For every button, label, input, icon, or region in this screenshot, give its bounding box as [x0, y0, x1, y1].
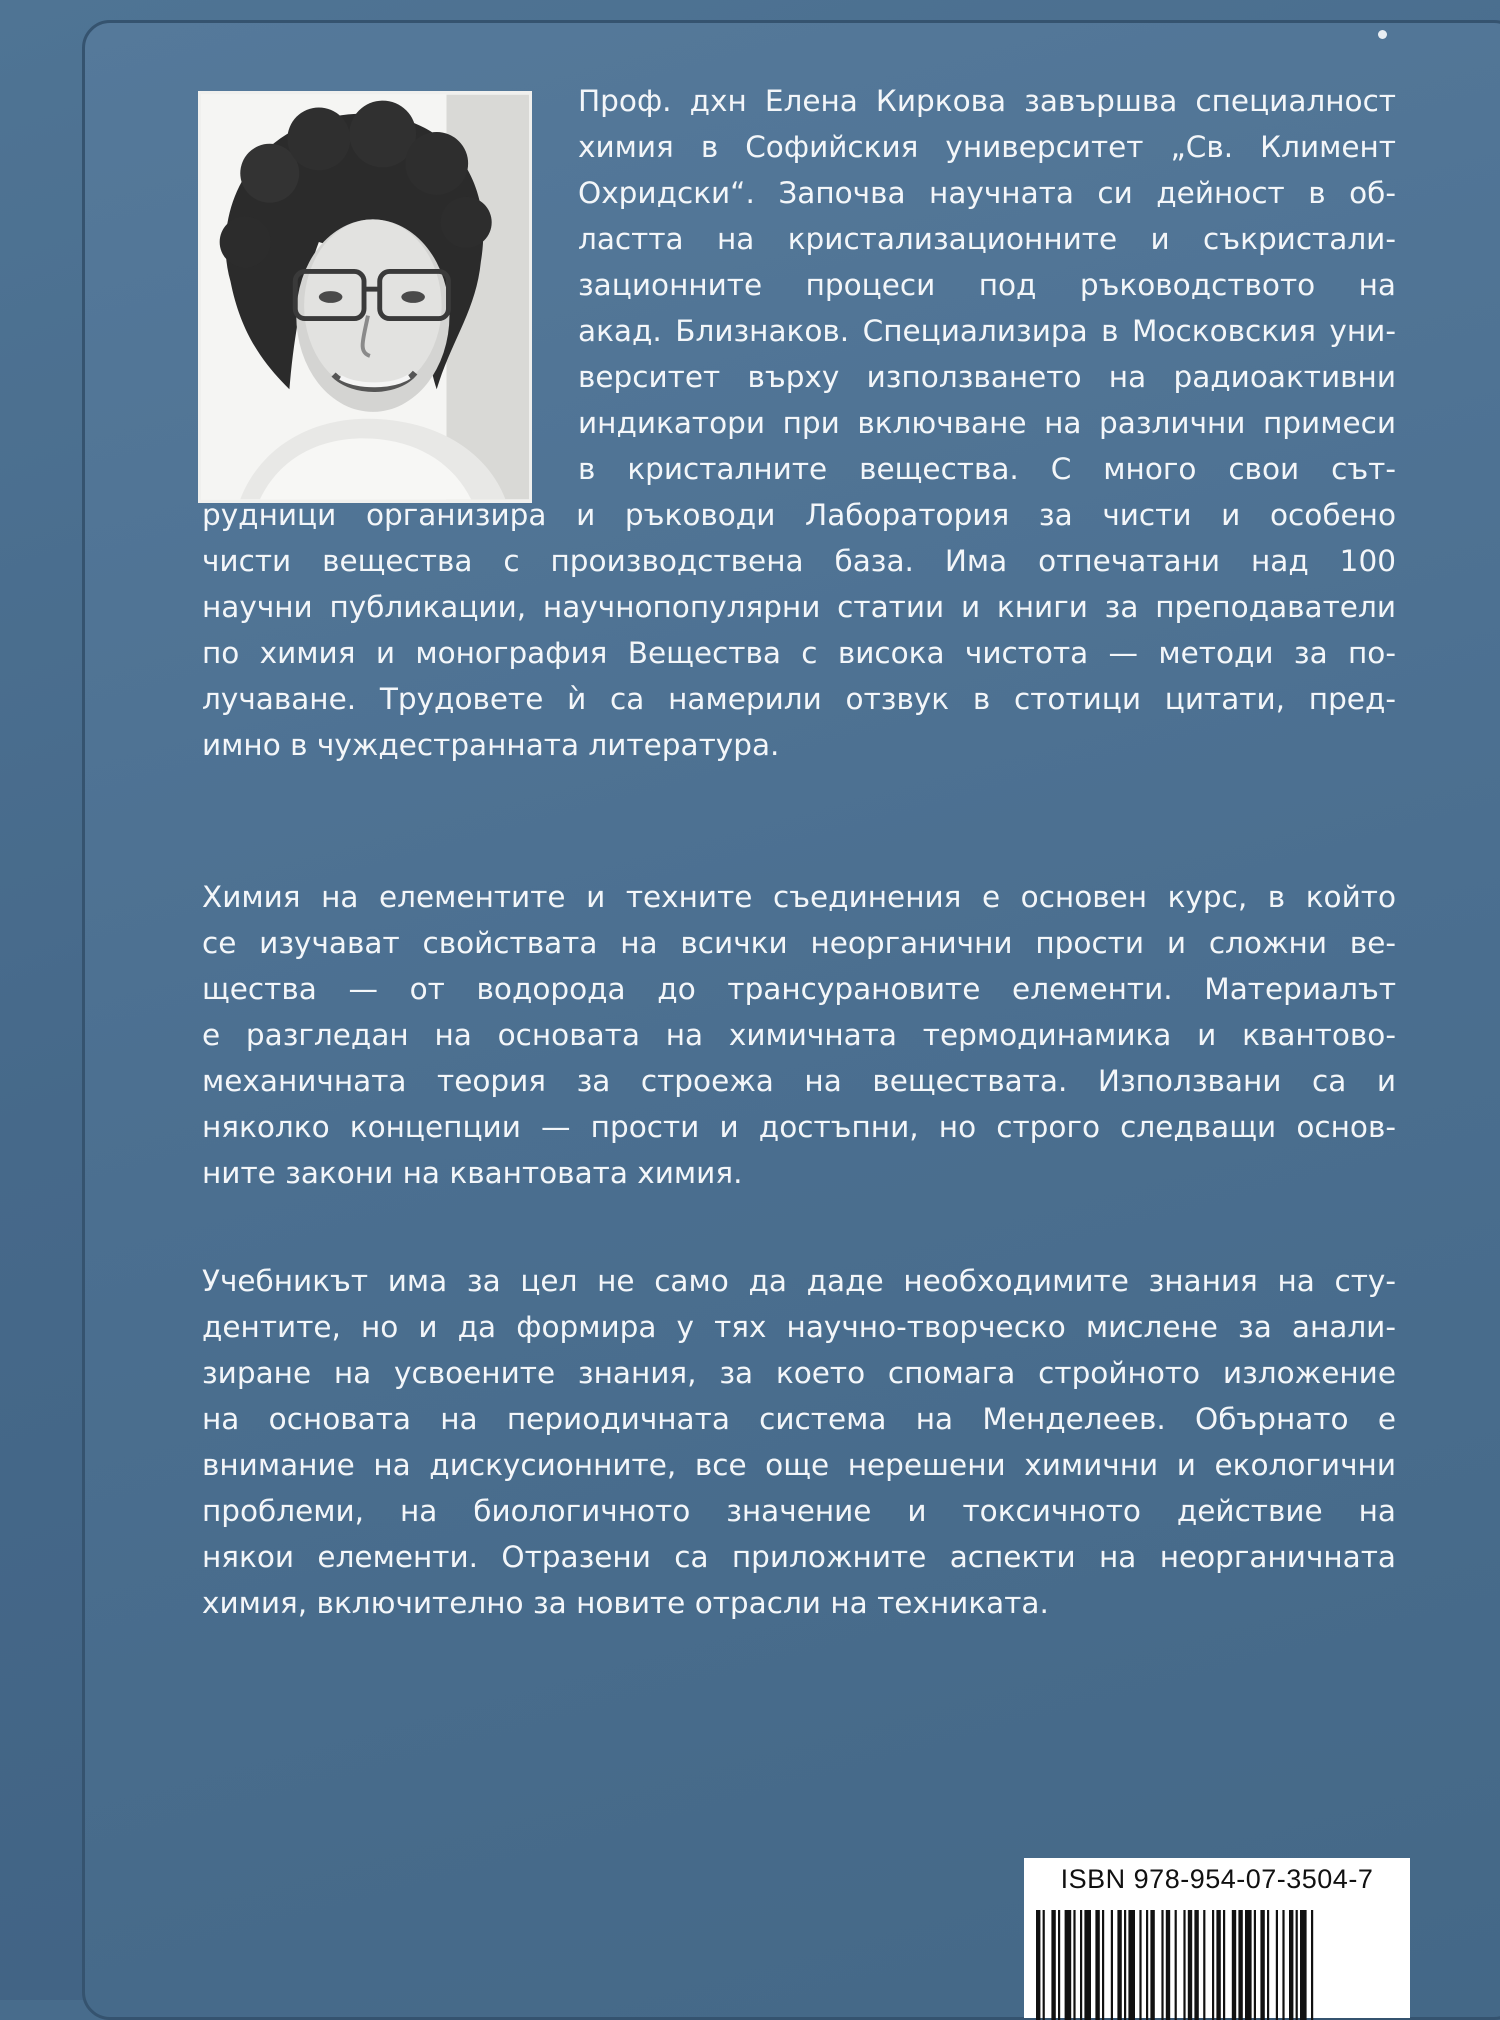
barcode-bar	[1203, 1910, 1205, 2020]
description-line: е разгледан на основата на химичната термодинамика и квантово-	[202, 1018, 1396, 1052]
barcode-bar	[1260, 1910, 1264, 2020]
barcode-bar	[1254, 1910, 1256, 2020]
barcode-label	[1024, 1858, 1410, 2018]
description-line: се изучават свойствата на всички неорганични прости и сложни ве-	[202, 926, 1396, 960]
barcode-bar	[1065, 1910, 1072, 2020]
barcode-icon	[1036, 1910, 1398, 2020]
barcode-bar	[1058, 1910, 1060, 2020]
bio-line: зационните процеси под ръководството на	[578, 268, 1396, 302]
author-portrait-photo	[198, 91, 532, 503]
bio-line: рудници организира и ръководи Лаборатория за чисти и особено	[202, 498, 1396, 532]
barcode-bar	[1212, 1910, 1214, 2020]
barcode-bar	[1232, 1910, 1236, 2020]
course-description	[202, 874, 1396, 1196]
barcode-bar	[1150, 1910, 1154, 2020]
barcode-bar	[1111, 1910, 1113, 2020]
barcode-bar	[1300, 1910, 1307, 2020]
bio-line: Охридски“. Започва научната си дейност в об-	[578, 176, 1396, 210]
barcode-bar	[1175, 1910, 1177, 2020]
description-line: Химия на елементите и техните съединения е основен курс, в който	[202, 880, 1396, 914]
barcode-bar	[1282, 1910, 1284, 2020]
barcode-bar	[1245, 1910, 1252, 2020]
barcode-bar	[1276, 1910, 1278, 2020]
barcode-bar	[1188, 1910, 1192, 2020]
barcode-bar	[1161, 1910, 1163, 2020]
barcode-bar	[1128, 1910, 1135, 2020]
goals-line: някои елементи. Отразени са приложните аспекти на неорганичната	[202, 1540, 1396, 1574]
bio-line: индикатори при включване на различни примеси	[578, 406, 1396, 440]
barcode-bar	[1166, 1910, 1170, 2020]
barcode-bar	[1216, 1910, 1220, 2020]
bio-line: Проф. дхн Елена Киркова завършва специалност	[578, 84, 1396, 118]
goals-line: дентите, но и да формира у тях научно-творческо мислене за анали-	[202, 1310, 1396, 1344]
barcode-bar	[1296, 1910, 1298, 2020]
description-line: механичната теория за строежа на веществата. Използвани са и	[202, 1064, 1396, 1098]
portrait-illustration	[201, 94, 529, 500]
bio-line: верситет върху използването на радиоактивни	[578, 360, 1396, 394]
barcode-bar	[1102, 1910, 1104, 2020]
description-line: ните закони на квантовата химия.	[202, 1156, 743, 1190]
barcode-bar	[1080, 1910, 1082, 2020]
bio-line: ластта на кристализационните и съкристали-	[578, 222, 1396, 256]
description-line: щества — от водорода до трансурановите елементи. Материалът	[202, 972, 1396, 1006]
barcode-bar	[1267, 1910, 1269, 2020]
barcode-bar	[1117, 1910, 1121, 2020]
pin-dot	[1378, 30, 1387, 39]
barcode-bar	[1223, 1910, 1225, 2020]
goals-line: внимание на дискусионните, все още нерешени химични и екологични	[202, 1448, 1396, 1482]
goals-line: Учебникът има за цел не само да даде необходимите знания на сту-	[202, 1264, 1396, 1298]
description-line: няколко концепции — прости и достъпни, но строго следващи основ-	[202, 1110, 1396, 1144]
barcode-bar	[1238, 1910, 1242, 2020]
barcode-bar	[1194, 1910, 1198, 2020]
barcode-bar	[1095, 1910, 1099, 2020]
bio-line: в кристалните вещества. С много свои сът-	[578, 452, 1396, 486]
barcode-bar	[1139, 1910, 1141, 2020]
textbook-goals	[202, 1258, 1396, 1626]
bio-line: лучаване. Трудовете ѝ са намерили отзвук в стотици цитати, пред-	[202, 682, 1396, 716]
bio-line: химия в Софийския университет „Св. Климент	[578, 130, 1396, 164]
bio-line: чисти вещества с производствена база. Има отпечатани над 100	[202, 544, 1396, 578]
barcode-bar	[1084, 1910, 1091, 2020]
barcode-bar	[1183, 1910, 1185, 2020]
barcode-bar	[1289, 1910, 1293, 2020]
author-bio-continued	[202, 492, 1396, 768]
goals-line: химия, включително за новите отрасли на техниката.	[202, 1586, 1049, 1620]
barcode-bar	[1311, 1910, 1313, 2020]
author-bio-top	[578, 78, 1396, 492]
bio-line: имно в чуждестранната литература.	[202, 728, 780, 762]
barcode-bar	[1124, 1910, 1126, 2020]
goals-line: проблеми, на биологичното значение и токсичното действие на	[202, 1494, 1396, 1528]
goals-line: зиране на усвоените знания, за което спомага стройното изложение	[202, 1356, 1396, 1390]
isbn-number: ISBN 978-954-07-3504-7	[1060, 1864, 1374, 1894]
goals-line: на основата на периодичната система на Менделеев. Обърнато е	[202, 1402, 1396, 1436]
barcode-bar	[1146, 1910, 1148, 2020]
barcode-bar	[1043, 1910, 1045, 2020]
bio-line: по химия и монография Вещества с висока чистота — методи за по-	[202, 636, 1396, 670]
bio-line: акад. Близнаков. Специализира в Московския уни-	[578, 314, 1396, 348]
barcode-bar	[1036, 1910, 1040, 2020]
barcode-bar	[1051, 1910, 1055, 2020]
barcode-bar	[1073, 1910, 1075, 2020]
bio-line: научни публикации, научнопопулярни статии и книги за преподаватели	[202, 590, 1396, 624]
